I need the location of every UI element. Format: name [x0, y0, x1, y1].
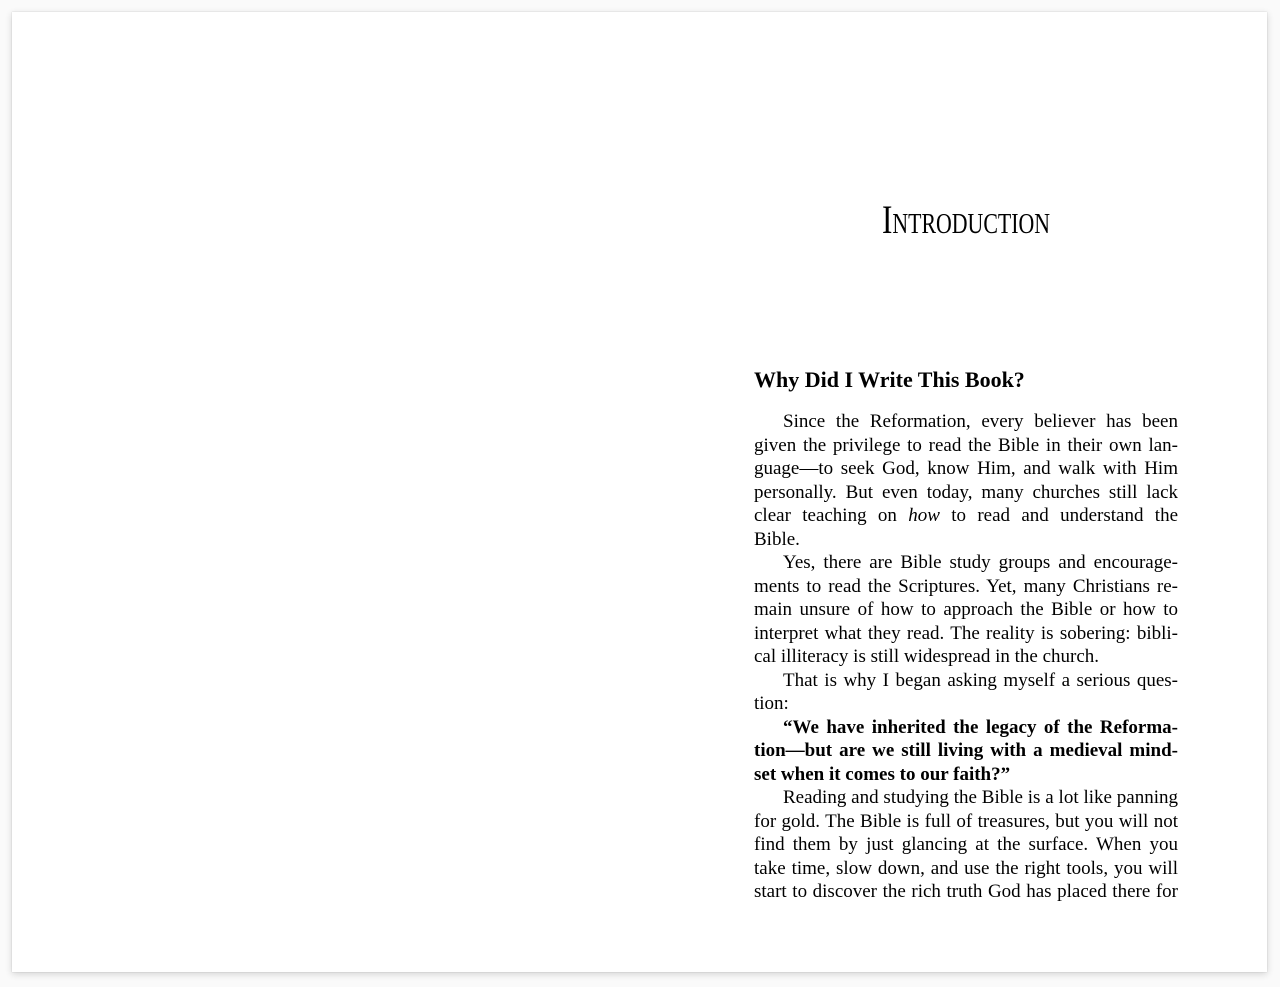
text-line: That is why I began asking myself a serious ques-	[783, 669, 1178, 691]
text-line: set when it comes to our faith?”	[754, 763, 1011, 785]
text-line: find them by just glancing at the surface. When you	[754, 834, 1178, 855]
text-line: Reading and studying the Bible is a lot like panning	[783, 787, 1178, 808]
page-text-column	[754, 12, 1178, 972]
text-line: interpret what they read. The reality is sobering: bibli-	[754, 622, 1178, 644]
body-text	[754, 410, 1178, 904]
text-line: tion:	[754, 693, 789, 714]
text-line: cal illiteracy is still widespread in the church.	[754, 646, 1100, 667]
text-line: ments to read the Scriptures. Yet, many Christians re-	[754, 575, 1178, 597]
text-line: main unsure of how to approach the Bible or how to	[754, 599, 1178, 620]
section-heading: Why Did I Write This Book?	[754, 367, 1025, 392]
chapter-title: Introduction	[881, 197, 1051, 242]
text-line: Yes, there are Bible study groups and encourage-	[783, 552, 1178, 573]
book-sheet	[12, 12, 1267, 972]
text-line: personally. But even today, many churches still lack	[754, 481, 1178, 503]
text-line: take time, slow down, and use the right tools, you will	[754, 857, 1178, 879]
text-line: start to discover the rich truth God has placed there for	[754, 881, 1178, 902]
text-line: tion—but are we still living with a medieval mind-	[754, 740, 1178, 761]
text-line: “We have inherited the legacy of the Reforma-	[783, 716, 1178, 738]
text-line: guage—to seek God, know Him, and walk with Him	[754, 458, 1178, 479]
text-line: Bible.	[754, 528, 800, 550]
text-line: for gold. The Bible is full of treasures, but you will not	[754, 810, 1178, 832]
left-page-blank	[12, 12, 639, 972]
text-line: given the privilege to read the Bible in their own lan-	[754, 434, 1178, 456]
text-line: clear teaching on how to read and understand the	[754, 505, 1178, 526]
text-line: Since the Reformation, every believer has been	[783, 411, 1178, 432]
